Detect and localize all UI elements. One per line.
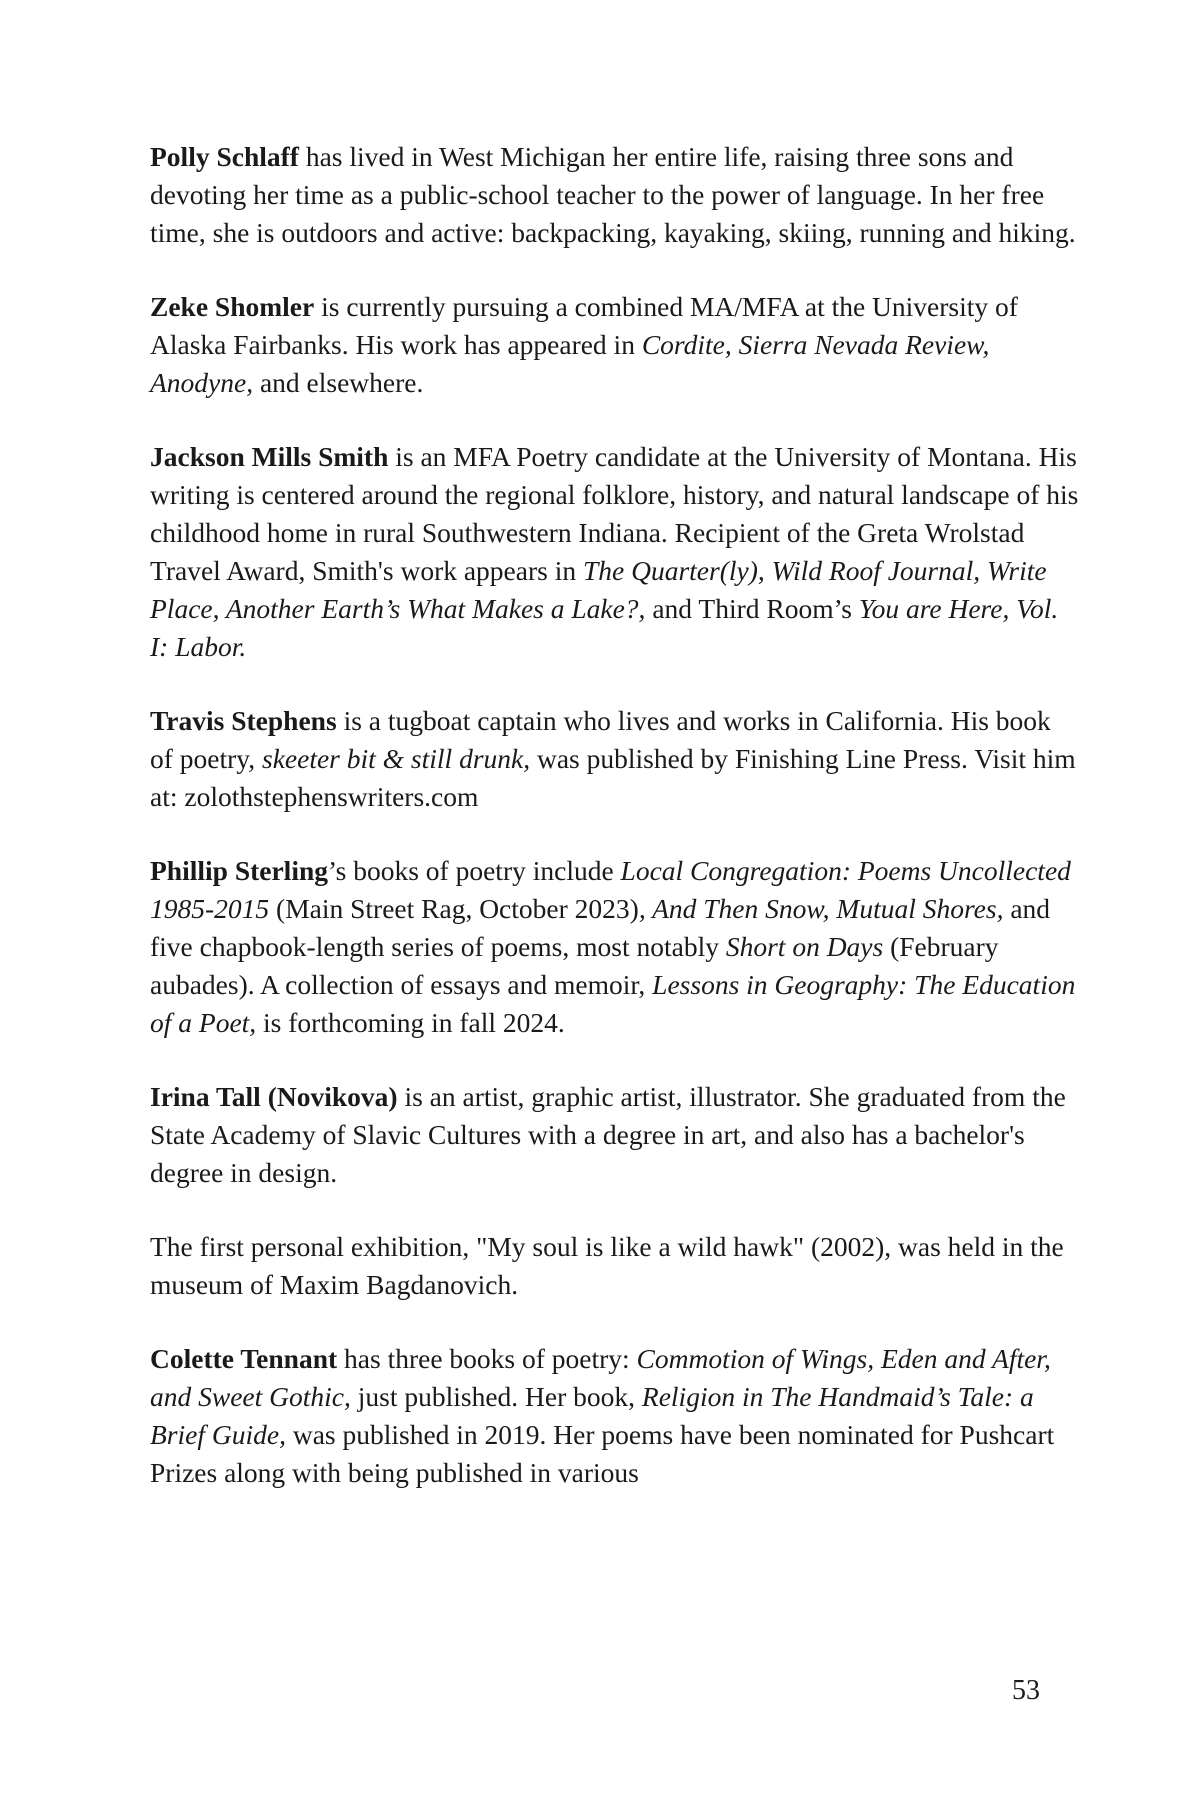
- bio-text: and five chapbook-length series of poems, most notably: [150, 893, 1051, 962]
- bio-text: (Main Street Rag, October 2023): [269, 893, 639, 924]
- publication-titles: You are Here, Vol. I: Labor.: [150, 593, 1059, 662]
- publication-titles: The Quarter(ly), Wild Roof Journal, Write Place, Another Earth’s What Makes a Lake?,: [150, 555, 1047, 624]
- bio-polly-schlaff: [150, 138, 1080, 252]
- contributor-name: Phillip Sterling: [150, 855, 329, 886]
- book-title: Lessons in Geography: The Education of a Poet,: [150, 969, 1076, 1038]
- bio-text: is an artist, graphic artist, illustrator. She graduated from the State Academy of Slavic Cultures with a degree in art, and also has a bachelor's degree in design.: [150, 1081, 1066, 1188]
- contributor-name: Jackson Mills Smith: [150, 441, 389, 472]
- book-title: Religion in The Handmaid’s Tale: a Brief Guide,: [150, 1381, 1034, 1450]
- contributor-notes: [150, 138, 1080, 1528]
- bio-text: and Third Room’s: [645, 593, 859, 624]
- bio-text: is currently pursuing a combined MA/MFA at the University of Alaska Fairbanks. His work has appeared in: [150, 291, 1018, 360]
- bio-text: has three books of poetry:: [337, 1343, 637, 1374]
- bio-text: is forthcoming in fall 2024.: [256, 1007, 565, 1038]
- bio-phillip-sterling: [150, 852, 1080, 1042]
- bio-text: The first personal exhibition, "My soul is like a wild hawk" (2002), was held in the museum of Maxim Bagdanovich.: [150, 1231, 1064, 1300]
- page-number: 53: [1012, 1675, 1040, 1706]
- contributor-name: Irina Tall (Novikova): [150, 1081, 398, 1112]
- book-titles: , And Then Snow, Mutual Shores,: [638, 893, 1004, 924]
- book-title: Local Congregation: Poems Uncollected 1985-2015: [150, 855, 1071, 924]
- book-title: skeeter bit & still drunk,: [262, 743, 531, 774]
- bio-text: is an MFA Poetry candidate at the University of Montana. His writing is centered around the regional folklore, history, and natural landscape of his childhood home in rural Southwestern Indiana. Recipient of the Greta Wrolstad Travel Award, Smith's work appears in: [150, 441, 1079, 586]
- book-title: Short on Days: [725, 931, 884, 962]
- bio-text: ’s books of poetry include: [328, 855, 621, 886]
- bio-text: and elsewhere.: [253, 367, 424, 398]
- publication-titles: Cordite, Sierra Nevada Review, Anodyne,: [150, 329, 990, 398]
- bio-irina-tall: [150, 1078, 1080, 1192]
- bio-text: was published in 2019. Her poems have been nominated for Pushcart Prizes along with being published in various: [150, 1419, 1055, 1488]
- bio-jackson-mills-smith: [150, 438, 1080, 666]
- bio-colette-tennant: [150, 1340, 1080, 1492]
- contributor-name: Travis Stephens: [150, 705, 337, 736]
- contributor-name: Polly Schlaff: [150, 141, 299, 172]
- bio-irina-tall-exhibition: [150, 1228, 1080, 1304]
- contributor-name: Colette Tennant: [150, 1343, 338, 1374]
- bio-zeke-shomler: [150, 288, 1080, 402]
- bio-text: has lived in West Michigan her entire life, raising three sons and devoting her time as a public-school teacher to the power of language. In her free time, she is outdoors and active: backpacking, kayaking, skiing, running and hiking.: [150, 141, 1076, 248]
- bio-text: just published. Her book,: [350, 1381, 642, 1412]
- contributor-name: Zeke Shomler: [150, 291, 315, 322]
- bio-text: is a tugboat captain who lives and works in California. His book of poetry,: [150, 705, 1051, 774]
- bio-text: was published by Finishing Line Press. Visit him at: zolothstephenswriters.com: [150, 743, 1076, 812]
- book-titles: Commotion of Wings, Eden and After, and Sweet Gothic,: [150, 1343, 1051, 1412]
- bio-text: (February aubades). A collection of essays and memoir,: [150, 931, 999, 1000]
- bio-travis-stephens: [150, 702, 1080, 816]
